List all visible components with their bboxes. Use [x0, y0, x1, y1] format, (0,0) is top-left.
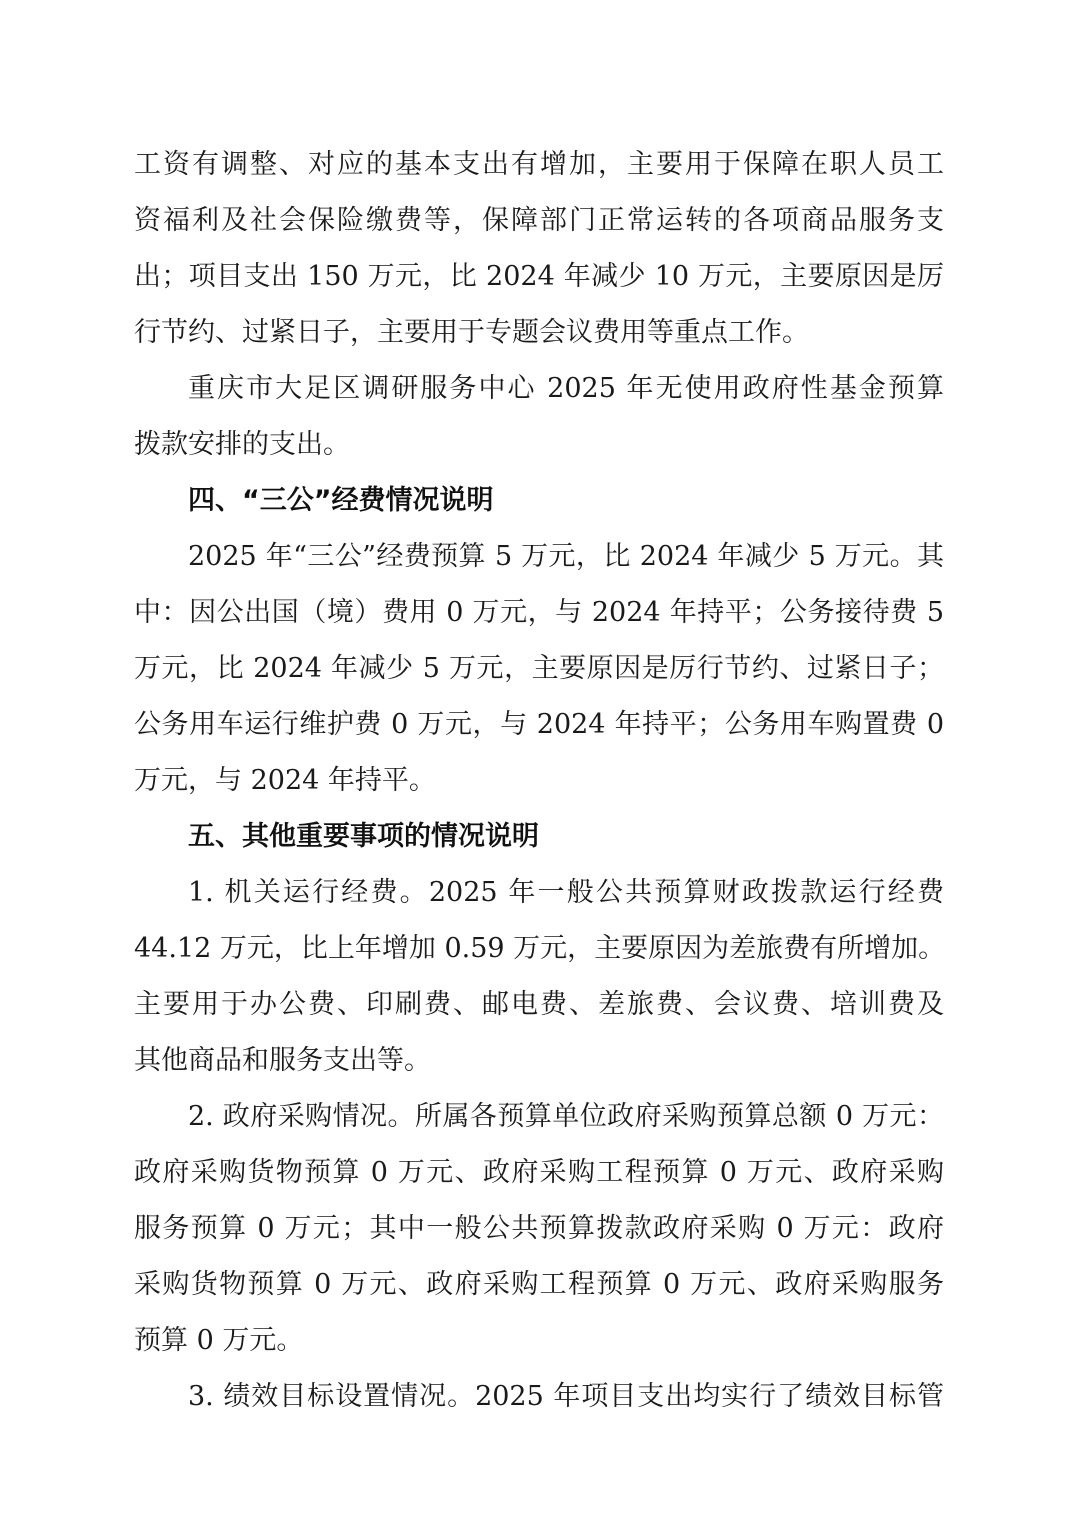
paragraph-line: 2025 年“三公”经费预算 5 万元，比 2024 年减少 5 万元。其: [188, 541, 944, 572]
paragraph-line: 工资有调整、对应的基本支出有增加，主要用于保障在职人员工: [134, 149, 944, 180]
paragraph-line: 出；项目支出 150 万元，比 2024 年减少 10 万元，主要原因是厉: [134, 261, 944, 292]
paragraph-line: 预算 0 万元。: [134, 1325, 304, 1356]
section-heading-other-matters: 五、其他重要事项的情况说明: [188, 821, 539, 852]
section-heading-three-public-expenses: 四、“三公”经费情况说明: [188, 485, 494, 516]
paragraph-line: 服务预算 0 万元；其中一般公共预算拨款政府采购 0 万元：政府: [134, 1213, 944, 1244]
paragraph-line: 3. 绩效目标设置情况。2025 年项目支出均实行了绩效目标管: [188, 1381, 944, 1412]
paragraph-line: 主要用于办公费、印刷费、邮电费、差旅费、会议费、培训费及: [134, 989, 944, 1020]
paragraph-line: 中：因公出国（境）费用 0 万元，与 2024 年持平；公务接待费 5: [134, 597, 944, 628]
paragraph-line: 资福利及社会保险缴费等，保障部门正常运转的各项商品服务支: [134, 205, 944, 236]
paragraph-line: 政府采购货物预算 0 万元、政府采购工程预算 0 万元、政府采购: [134, 1157, 944, 1188]
paragraph-line: 1. 机关运行经费。2025 年一般公共预算财政拨款运行经费: [188, 877, 944, 908]
paragraph-line: 万元，比 2024 年减少 5 万元，主要原因是厉行节约、过紧日子；: [134, 653, 944, 684]
paragraph-line: 重庆市大足区调研服务中心 2025 年无使用政府性基金预算: [188, 373, 944, 404]
paragraph-line: 44.12 万元，比上年增加 0.59 万元，主要原因为差旅费有所增加。: [134, 933, 946, 964]
paragraph-line: 拨款安排的支出。: [134, 429, 350, 460]
paragraph-line: 2. 政府采购情况。所属各预算单位政府采购预算总额 0 万元：: [188, 1101, 944, 1132]
paragraph-line: 其他商品和服务支出等。: [134, 1045, 431, 1076]
paragraph-line: 采购货物预算 0 万元、政府采购工程预算 0 万元、政府采购服务: [134, 1269, 944, 1300]
paragraph-line: 万元，与 2024 年持平。: [134, 765, 436, 796]
paragraph-line: 行节约、过紧日子，主要用于专题会议费用等重点工作。: [134, 317, 809, 348]
paragraph-line: 公务用车运行维护费 0 万元，与 2024 年持平；公务用车购置费 0: [134, 709, 944, 740]
